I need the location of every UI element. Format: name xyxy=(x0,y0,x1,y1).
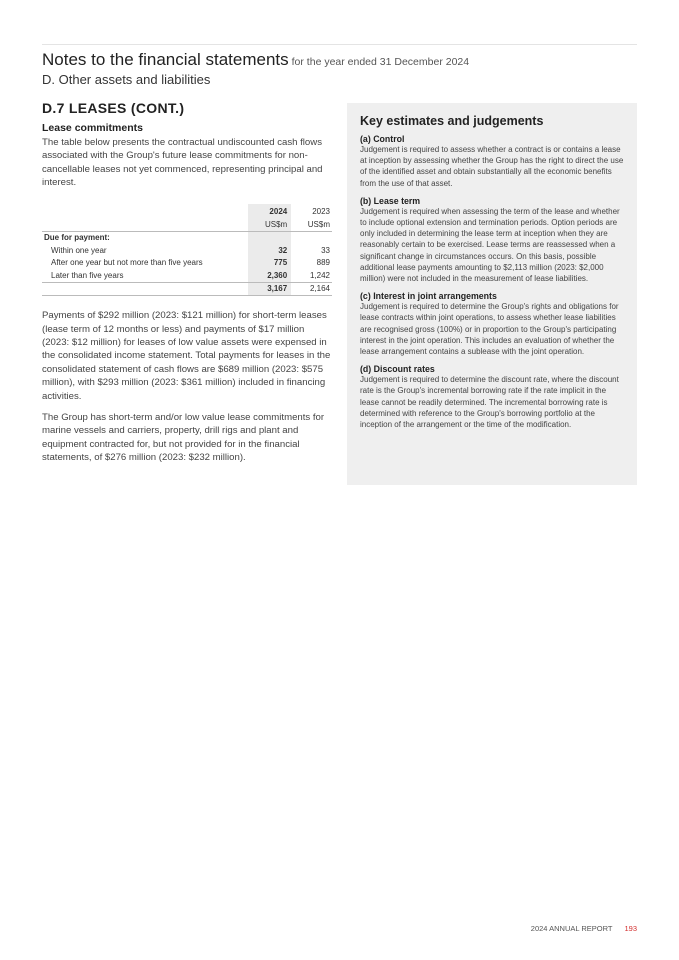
row-label: Within one year xyxy=(51,245,107,255)
row-value-2024: 2,360 xyxy=(248,269,291,282)
row-label: After one year but not more than five years xyxy=(51,258,203,268)
section-heading: D.7 LEASES (CONT.) xyxy=(42,100,185,116)
discount-rates-heading: (d) Discount rates xyxy=(360,364,435,375)
row-value-2023: 889 xyxy=(316,258,330,268)
total-2024: 3,167 xyxy=(248,282,291,296)
table-header-year-row xyxy=(42,204,332,219)
lease-term-heading: (b) Lease term xyxy=(360,195,421,206)
row-label: Later than five years xyxy=(42,269,248,282)
table-group-row xyxy=(42,231,332,244)
discount-rates-text: Judgement is required to determine the discount rate, where the discount rate is the Group's incremental borrowing rate if the rate implicit in the lease cannot be readily determined. The incremental borrowing rate is determined with reference to the Group's borrowing portfolio at the inception of the arrangement or the time of the modification. xyxy=(360,375,619,430)
row-value-2023: 1,242 xyxy=(291,269,332,282)
control-text: Judgement is required to assess whether a contract is or contains a lease at inception by assessing whether the Group has the right to direct the use of the identified asset and obtain substantially all the economic benefits from the use of that asset. xyxy=(360,145,624,188)
joint-arrangements-heading: (c) Interest in joint arrangements xyxy=(360,291,497,302)
lease-commitments-table xyxy=(42,204,332,297)
page-footer xyxy=(531,924,637,933)
row-value-2023: 33 xyxy=(321,245,330,255)
lease-commitments-heading: Lease commitments xyxy=(42,122,143,134)
top-rule xyxy=(42,44,637,45)
table-total-row xyxy=(42,282,332,296)
table-header-unit-row xyxy=(42,218,332,231)
group-label: Due for payment: xyxy=(44,233,110,243)
row-value-2024: 32 xyxy=(248,244,291,257)
report-name: 2024 ANNUAL REPORT xyxy=(530,924,613,933)
header-2024: 2024 xyxy=(248,204,291,219)
unit-2023: US$m xyxy=(291,218,332,231)
commitments-paragraph: The Group has short-term and/or low value lease commitments for marine vessels and carriers, property, drill rigs and plant and equipment contracted for, but not provided for in the financial statements, of $276 million (2023: $232 million). xyxy=(42,411,325,464)
key-estimates-box xyxy=(347,103,637,485)
page-subtitle: D. Other assets and liabilities xyxy=(42,72,211,87)
joint-arrangements-text: Judgement is required to determine the Group's rights and obligations for lease contracts within joint operations, to assess whether lease liabilities are recognised gross (100%) or in proportion to the Group's participating interest in the joint operation. This includes an evaluation of whether the lease arrangement contains a sublease with the joint operation. xyxy=(360,302,619,357)
table-row xyxy=(42,244,332,257)
header-2023: 2023 xyxy=(312,207,330,217)
reporting-period: for the year ended 31 December 2024 xyxy=(291,56,470,68)
lease-term-text: Judgement is required when assessing the term of the lease and whether to include optional extension and termination periods. Option periods are only included in determining the lease term at inception when they are reasonably certain to be exercised. Lease terms are reassessed when a significant change in circumstances occurs. On this basis, possible additional lease payments amounting to $2,113 million (2023: $2,000 million) were not included in the measurement of lease liabilities. xyxy=(360,206,620,284)
unit-2024: US$m xyxy=(248,218,291,231)
page-title: Notes to the financial statements xyxy=(42,50,289,69)
key-estimates-title: Key estimates and judgements xyxy=(360,114,544,128)
page-number: 193 xyxy=(624,924,637,933)
header-title-line xyxy=(42,50,637,70)
total-2023: 2,164 xyxy=(291,282,332,296)
lease-commitments-intro: The table below presents the contractual undiscounted cash flows associated with the Group's future lease commitments for non-cancellable leases not yet commenced, representing principal and interest. xyxy=(42,137,323,189)
page-header xyxy=(42,50,637,87)
left-column xyxy=(42,100,332,473)
short-term-payments-paragraph: Payments of $292 million (2023: $121 million) for short-term leases (lease term of 12 months or less) and payments of $17 million (2023: $12 million) for leases of low value assets were expensed in the consolidated income statement. Total payments for leases in the consolidated statement of cash flows are $689 million (2023: $575 million), with $293 million (2023: $361 million) included in financing activities. xyxy=(42,310,331,402)
row-value-2024: 775 xyxy=(248,257,291,270)
table-row xyxy=(42,269,332,282)
control-heading: (a) Control xyxy=(360,134,405,144)
table-row xyxy=(42,257,332,270)
